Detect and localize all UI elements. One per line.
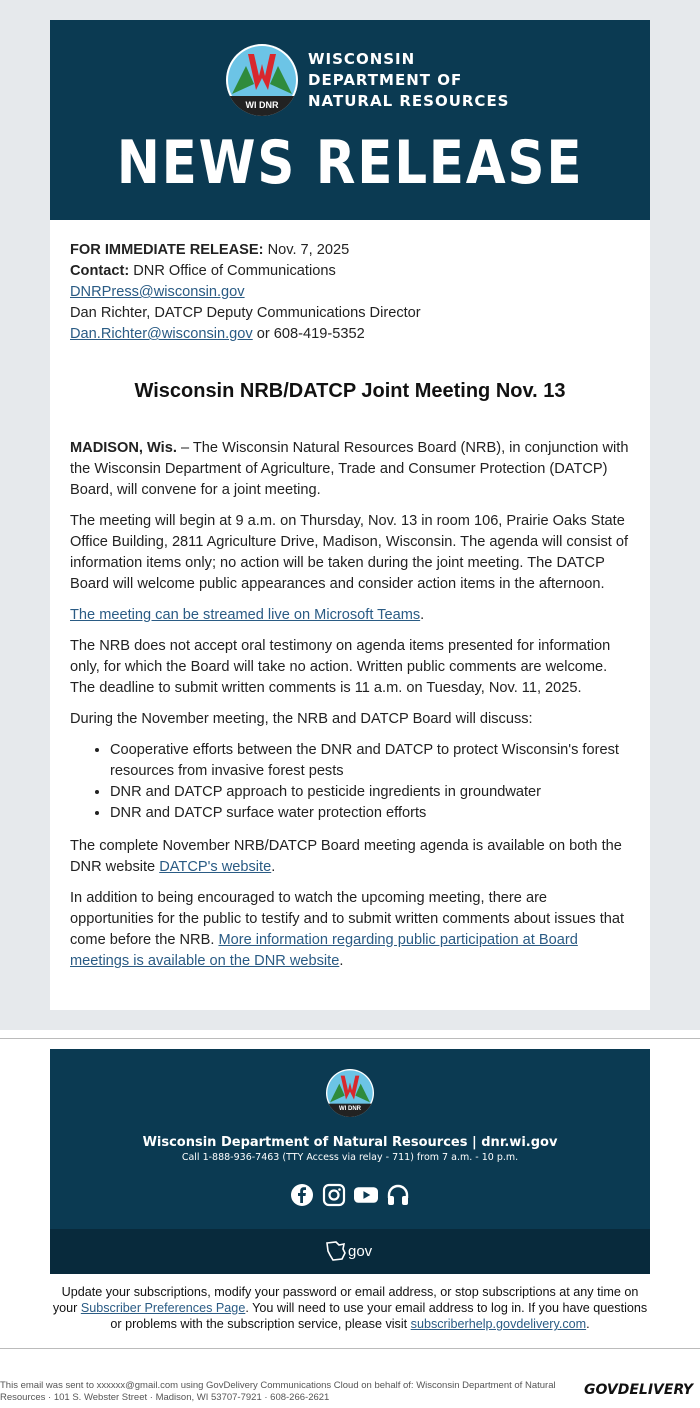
youtube-icon[interactable]	[354, 1183, 378, 1207]
govdelivery-logo[interactable]: GOVDELIVERY	[584, 1382, 694, 1398]
facebook-icon[interactable]	[290, 1183, 314, 1207]
subscriber-help-link[interactable]: subscriberhelp.govdelivery.com	[410, 1317, 587, 1331]
social-links	[290, 1183, 410, 1207]
subscriber-preferences-link[interactable]: Subscriber Preferences Page	[80, 1301, 246, 1315]
divider	[0, 1038, 700, 1039]
agency-name: WISCONSIN DEPARTMENT OF NATURAL RESOURCES	[308, 49, 510, 110]
news-card	[50, 20, 650, 1010]
footer-dnr-logo-icon	[326, 1069, 374, 1117]
paragraph-4: During the November meeting, the NRB and DATCP Board will discuss:	[70, 711, 533, 727]
dnr-logo-icon	[226, 44, 298, 116]
fineprint: This email was sent to xxxxxx@gmail.com using GovDelivery Communications Cloud on behalf of: Wisconsin Department of Natural Resources · 101 S. Webster Street · Madison, WI 53707-7921 · 608-266-2621	[0, 1380, 556, 1403]
paragraph-2: The meeting will begin at 9 a.m. on Thursday, Nov. 13 in room 106, Prairie Oaks State Office Building, 2811 Agriculture Drive, Madison, Wisconsin. The agenda will consist of information items only; no action will be taken during the joint meeting. The DATCP Board will welcome public appearances and consider action items in the afternoon.	[70, 513, 629, 592]
bottom-divider	[0, 1348, 700, 1349]
paragraph-1: MADISON, Wis. – The Wisconsin Natural Resources Board (NRB), in conjunction with the Wisconsin Department of Agriculture, Trade and Consumer Protection (DATCP) Board, will convene for a joint meeting.	[70, 440, 629, 498]
list-item: • Cooperative efforts between the DNR and DATCP to protect Wisconsin's forest resources from invasive forest pests	[110, 740, 630, 782]
stream-link[interactable]: The meeting can be streamed live on Microsoft Teams	[70, 607, 421, 623]
header-banner	[50, 20, 650, 220]
podcast-headphones-icon[interactable]	[386, 1183, 410, 1207]
page-title: NEWS RELEASE	[116, 128, 584, 198]
logo-text: WI DNR	[245, 100, 279, 110]
article-body	[50, 220, 650, 1010]
footer-logo-text: WI DNR	[339, 1106, 361, 1112]
contact2-email-link[interactable]: Dan.Richter@wisconsin.gov	[70, 326, 253, 342]
headline: Wisconsin NRB/DATCP Joint Meeting Nov. 13	[134, 380, 566, 402]
wisconsin-map-icon	[324, 1239, 348, 1263]
contact-email-link[interactable]: DNRPress@wisconsin.gov	[70, 284, 245, 300]
footer-title: Wisconsin Department of Natural Resources | dnr.wi.gov	[142, 1135, 558, 1150]
paragraph-6: In addition to being encouraged to watch the upcoming meeting, there are opportunities for the public to testify and to submit written comments about issues that come before the NRB. More information regarding public participation at Board meetings is available on the DNR website.	[70, 890, 625, 969]
footer-banner	[50, 1049, 650, 1274]
paragraph-5: The complete November NRB/DATCP Board meeting agenda is available on both the DNR website DATCP's website.	[70, 838, 622, 875]
wi-gov-bar	[50, 1229, 650, 1274]
release-meta: FOR IMMEDIATE RELEASE: Nov. 7, 2025 Contact: DNR Office of Communications DNRPress@wisconsin.gov Dan Richter, DATCP Deputy Communications Director Dan.Richter@wisconsin.gov or 608-419-5352	[70, 242, 421, 342]
paragraph-3: The NRB does not accept oral testimony on agenda items presented for information only, for which the Board will take no action. Written public comments are welcome. The deadline to submit written comments is 11 a.m. on Tuesday, Nov. 11, 2025.	[70, 638, 611, 696]
paragraph-stream: The meeting can be streamed live on Microsoft Teams.	[70, 607, 425, 623]
wi-gov-logo[interactable]	[324, 1239, 372, 1263]
footer-call: Call 1-888-936-7463 (TTY Access via relay - 711) from 7 a.m. - 10 p.m.	[181, 1152, 519, 1163]
public-participation-link[interactable]: More information regarding public participation at Board meetings is available on the DNR website	[70, 932, 578, 969]
instagram-icon[interactable]	[322, 1183, 346, 1207]
datcp-website-link[interactable]: DATCP's website	[159, 859, 272, 875]
list-item: • DNR and DATCP surface water protection efforts	[110, 803, 630, 824]
agency-logo-row	[226, 44, 510, 116]
list-item: • DNR and DATCP approach to pesticide ingredients in groundwater	[110, 782, 630, 803]
subscription-notice: Update your subscriptions, modify your password or email address, or stop subscriptions at any time on your Subscriber Preferences Page. You will need to use your email address to log in. If you have questions or problems with the subscription service, please visit subscriberhelp.govdelivery.com.	[52, 1285, 648, 1331]
discussion-list	[70, 740, 630, 824]
gov-text: gov	[348, 1242, 373, 1260]
